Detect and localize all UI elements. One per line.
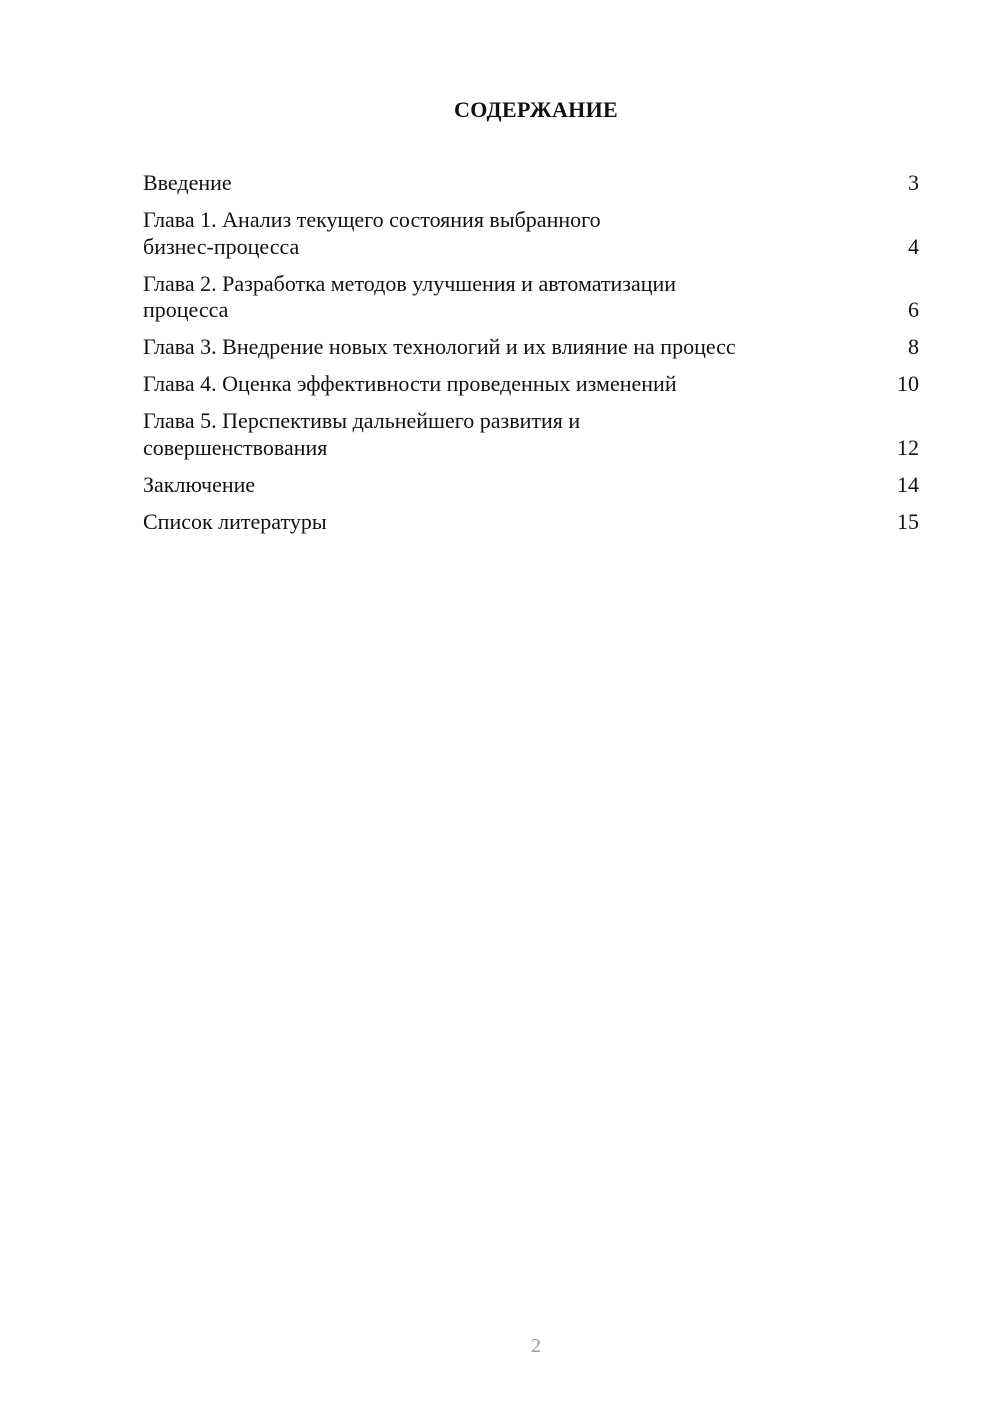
- page-title: СОДЕРЖАНИЕ: [454, 97, 618, 122]
- toc-entry-page: 8: [908, 334, 919, 359]
- toc-entry-title: Глава 5. Перспективы дальнейшего развития и совершенствования: [143, 408, 581, 460]
- toc-entry-chapter-4: [143, 371, 919, 398]
- toc-entry-conclusion: [143, 472, 919, 499]
- toc-entry-chapter-1: [143, 207, 919, 260]
- toc-entry-page: 3: [908, 170, 919, 195]
- toc-entry-bibliography: [143, 509, 919, 536]
- page-number: 2: [531, 1335, 541, 1357]
- toc-entry-chapter-3: [143, 334, 919, 361]
- toc-entry-chapter-5: [143, 408, 919, 461]
- toc-entry-page: 4: [908, 233, 919, 259]
- toc-entry-page: 15: [897, 508, 919, 534]
- toc-entry-chapter-2: [143, 271, 919, 324]
- toc-entry-title: Глава 2. Разработка методов улучшения и автоматизации процесса: [143, 270, 677, 322]
- toc-entry-title: Список литературы: [143, 508, 327, 534]
- toc-entry-title: Глава 3. Внедрение новых технологий и их влияние на процесс: [143, 334, 736, 359]
- table-of-contents: [143, 170, 919, 546]
- toc-entry-introduction: [143, 170, 919, 197]
- toc-entry-page: 10: [897, 371, 919, 396]
- toc-entry-title: Заключение: [143, 471, 256, 497]
- toc-entry-title: Глава 1. Анализ текущего состояния выбранного бизнес-процесса: [143, 207, 601, 259]
- toc-entry-title: Введение: [143, 170, 232, 195]
- toc-entry-page: 14: [897, 471, 919, 497]
- toc-entry-title: Глава 4. Оценка эффективности проведенных изменений: [143, 371, 677, 396]
- toc-entry-page: 12: [897, 434, 919, 460]
- toc-entry-page: 6: [908, 297, 919, 322]
